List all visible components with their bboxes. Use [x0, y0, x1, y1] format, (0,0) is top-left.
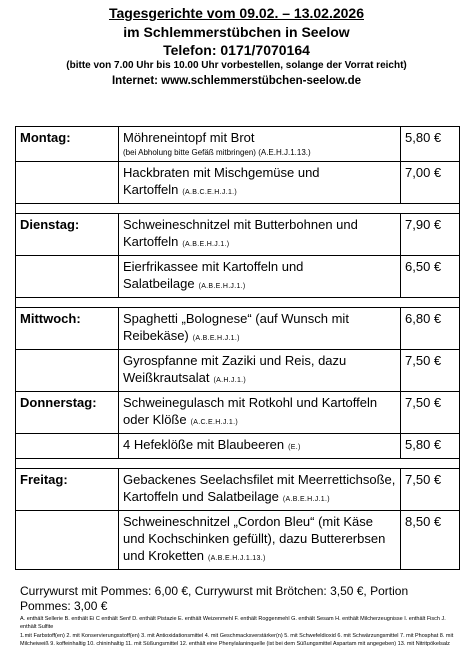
dish-name: Schweineschnitzel „Cordon Bleu“ (mit Käse und Kochschinken gefüllt), dazu Buttererbsen und Kroketten — [123, 514, 386, 563]
table-row — [16, 162, 460, 204]
day-cell-empty — [16, 434, 119, 459]
dish-cell — [119, 434, 401, 459]
day-cell-empty — [16, 350, 119, 392]
dish-name: Hackbraten mit Mischgemüse und Kartoffeln — [123, 165, 320, 197]
price-cell: 5,80 € — [401, 434, 460, 459]
allergen-codes: (A.B.E.H.J.1.) — [192, 335, 240, 342]
page-title: Tagesgerichte vom 09.02. – 13.02.2026 — [108, 5, 364, 21]
allergen-codes: (A.E.H.J.1.13.) — [258, 148, 311, 157]
additive-legend: 1.mit Farbstoff(en) 2. mit Konservierungsstoff(en) 3. mit Antioxidationsmittel 4. mit Geschmacksverstärker(n) 5. mit Schwefeldioxid 6. mit Schwärzungsmittel 7. mit Phosphat 8. mit Milcheiweiß 9. koffeinhaltig 10. chininhaltig 11. mit Süßungsmittel 12. enthält eine Phenylalaninquelle (ist bei dem Süßungsmittel Aspartam mit angegeben) 13. mit Nitritpökelsalz — [20, 633, 454, 647]
dish-name: 4 Hefeklöße mit Blaubeeren — [123, 437, 285, 452]
price-cell: 6,80 € — [401, 308, 460, 350]
day-wednesday: Mittwoch: — [16, 308, 119, 350]
day-cell-empty — [16, 162, 119, 204]
dish-name: Gebackenes Seelachsfilet mit Meerrettichsoße, Kartoffeln und Salatbeilage — [123, 472, 396, 504]
allergen-codes: (A.C.E.H.J.1.) — [190, 419, 238, 426]
table-row — [16, 511, 460, 570]
price-cell: 7,50 € — [401, 392, 460, 434]
header — [0, 4, 473, 90]
footer — [20, 584, 460, 648]
day-cell-empty — [16, 511, 119, 570]
table-row — [16, 308, 460, 350]
dish-cell — [119, 256, 401, 298]
price-cell: 7,50 € — [401, 469, 460, 511]
dish-name: Gyrospfanne mit Zaziki und Reis, dazu Weißkrautsalat — [123, 353, 347, 385]
restaurant-name: im Schlemmerstübchen in Seelow — [123, 24, 350, 40]
table-row — [16, 127, 460, 162]
dish-cell — [119, 127, 401, 162]
allergen-codes: (A.B.E.H.J.1.) — [198, 283, 246, 290]
dish-cell — [119, 162, 401, 204]
phone-number: Telefon: 0171/7070164 — [163, 42, 310, 58]
dish-name: Schweinegulasch mit Rotkohl und Kartoffeln oder Klöße — [123, 395, 378, 427]
table-row — [16, 256, 460, 298]
allergen-codes: (A.H.J.1.) — [213, 377, 247, 384]
spacer-row — [16, 298, 460, 308]
price-cell: 6,50 € — [401, 256, 460, 298]
dish-cell — [119, 308, 401, 350]
table-row — [16, 434, 460, 459]
dish-cell — [119, 392, 401, 434]
dish-name: Eierfrikassee mit Kartoffeln und Salatbeilage — [123, 259, 304, 291]
spacer-row — [16, 459, 460, 469]
dish-note: (bei Abholung bitte Gefäß mitbringen) (A.E.H.J.1.13.) — [123, 148, 311, 157]
allergen-legend: A. enthält Sellerie B. enthält Ei C enthält Senf D. enthält Pistazie E. enthält Weizenmehl F. enthält Roggenmehl G. enthält Sesam H. enthält Milcherzeugnisse I. enthält Fisch J. enthält Sulfite — [20, 616, 446, 630]
dish-cell — [119, 350, 401, 392]
order-note: (bitte von 7.00 Uhr bis 10.00 Uhr vorbestellen, solange der Vorrat reicht) — [66, 60, 407, 71]
menu-table — [15, 126, 460, 570]
allergen-codes: (A.B.E.H.J.1.13.) — [207, 555, 266, 562]
dish-name: Schweineschnitzel mit Butterbohnen und Kartoffeln — [123, 217, 358, 249]
extras-prices: Currywurst mit Pommes: 6,00 €, Currywurst mit Brötchen: 3,50 €, Portion Pommes: 3,00 € — [20, 584, 409, 613]
table-row — [16, 392, 460, 434]
dish-name: Möhreneintopf mit Brot — [123, 130, 255, 145]
day-cell-empty — [16, 256, 119, 298]
table-row — [16, 469, 460, 511]
day-tuesday: Dienstag: — [16, 214, 119, 256]
day-monday: Montag: — [16, 127, 119, 162]
day-friday: Freitag: — [16, 469, 119, 511]
dish-cell — [119, 469, 401, 511]
allergen-codes: (A.B.E.H.J.1.) — [282, 496, 330, 503]
price-cell: 5,80 € — [401, 127, 460, 162]
website: Internet: www.schlemmerstübchen-seelow.de — [111, 75, 361, 87]
spacer-row — [16, 204, 460, 214]
price-cell: 7,50 € — [401, 350, 460, 392]
price-cell: 7,90 € — [401, 214, 460, 256]
dish-cell — [119, 511, 401, 570]
allergen-codes: (E.) — [288, 444, 301, 451]
price-cell: 8,50 € — [401, 511, 460, 570]
allergen-codes: (A.B.E.H.J.1.) — [182, 241, 230, 248]
dish-cell — [119, 214, 401, 256]
price-cell: 7,00 € — [401, 162, 460, 204]
dish-name: Spaghetti „Bolognese“ (auf Wunsch mit Reibekäse) — [123, 311, 349, 343]
day-thursday: Donnerstag: — [16, 392, 119, 434]
table-row — [16, 214, 460, 256]
allergen-codes: (A.B.C.E.H.J.1.) — [182, 189, 238, 196]
table-row — [16, 350, 460, 392]
